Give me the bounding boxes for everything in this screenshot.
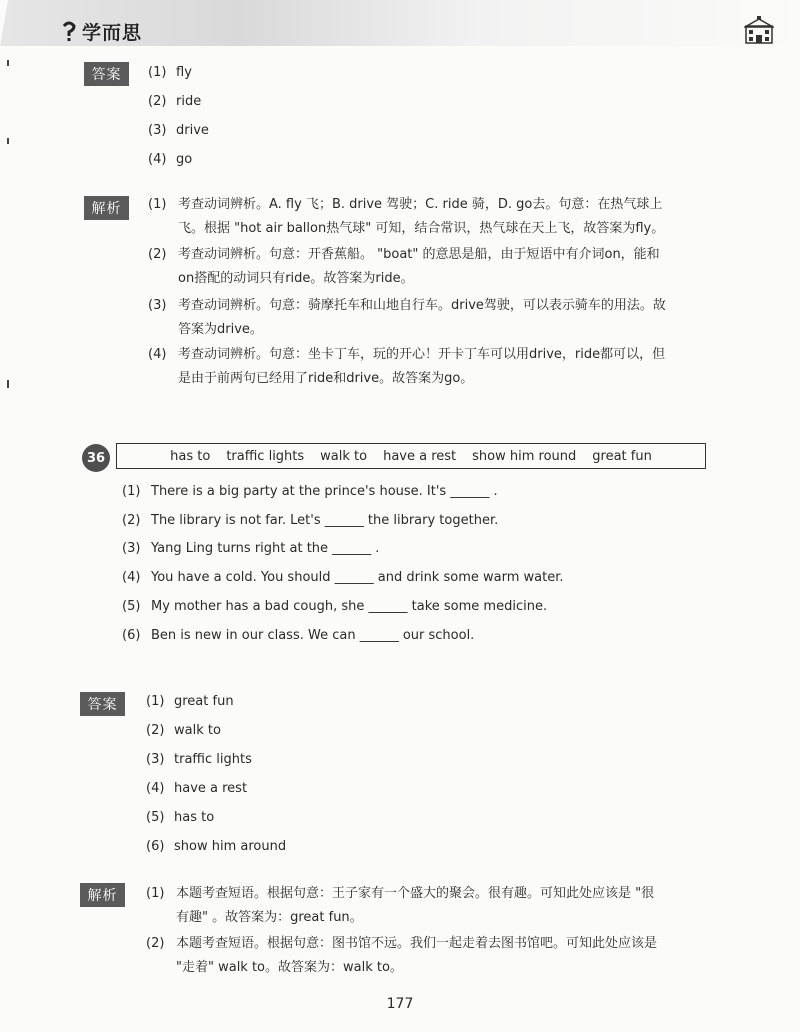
explanation-item	[146, 932, 706, 980]
explanation-item	[148, 294, 708, 342]
explanation-item	[146, 882, 706, 930]
item-text: ride	[176, 94, 202, 109]
scan-mark	[7, 60, 9, 66]
explanation-text: 考查动词辨析。句意：坐卡丁车，玩的开心！开卡丁车可以用drive，ride都可以，但 是由于前两句已经用了ride和drive。故答案为go。	[178, 347, 666, 386]
item-text: traffic lights	[174, 752, 252, 767]
logo-text: 学而思	[82, 22, 143, 44]
explanation-text: 考查动词辨析。A. fly 飞；B. drive 驾驶；C. ride 骑，D. go去。句意：在热气球上 飞。根据 "hot air ballon热气球" 可知，结合常识，热气球在天上飞，故答案为fly。	[178, 197, 665, 236]
analysis-tag: 解析	[80, 883, 125, 907]
word-bank-item: has to	[170, 448, 211, 464]
item-text: drive	[176, 123, 209, 138]
item-number: (3)	[146, 752, 165, 767]
item-text: fly	[176, 65, 192, 80]
question-text: There is a big party at the prince's house. It's ______ .	[151, 484, 498, 499]
item-number: (2)	[122, 513, 141, 528]
answer-tag: 答案	[80, 692, 125, 716]
explanation-text: 本题考查短语。根据句意：图书馆不远。我们一起走着去图书馆吧。可知此处应该是 "走着" walk to。故答案为：walk to。	[176, 936, 658, 975]
publisher-logo	[62, 18, 142, 45]
item-number: (1)	[148, 65, 167, 80]
analysis-tag: 解析	[84, 196, 129, 220]
question-number-badge: 36	[82, 444, 110, 472]
item-number: (6)	[146, 839, 165, 854]
answer-tag: 答案	[84, 62, 129, 86]
word-bank-item: have a rest	[383, 448, 457, 464]
item-number: (4)	[122, 570, 141, 585]
item-number: (6)	[122, 628, 141, 643]
word-bank-item: traffic lights	[226, 448, 305, 464]
item-number: (4)	[148, 152, 167, 167]
logo-mark-icon	[62, 21, 76, 43]
word-bank-item: walk to	[320, 448, 368, 464]
item-number: (2)	[146, 936, 165, 951]
word-bank	[116, 443, 706, 469]
item-number: (1)	[146, 694, 165, 709]
question-text: Yang Ling turns right at the ______ .	[151, 541, 380, 556]
item-number: (2)	[148, 247, 167, 262]
item-number: (2)	[148, 94, 167, 109]
item-text: show him around	[174, 839, 287, 854]
explanation-text: 考查动词辨析。句意：骑摩托车和山地自行车。drive驾驶，可以表示骑车的用法。故 答案为drive。	[178, 298, 666, 337]
item-number: (5)	[122, 599, 141, 614]
explanation-item	[148, 193, 708, 241]
item-number: (5)	[146, 810, 165, 825]
item-number: (3)	[148, 298, 167, 313]
explanation-item	[148, 343, 708, 391]
scan-mark	[7, 380, 9, 388]
explanation-item	[148, 243, 708, 291]
scan-mark	[7, 138, 9, 144]
explanation-text: 考查动词辨析。句意：开香蕉船。 "boat" 的意思是船，由于短语中有介词on，能和 on搭配的动词只有ride。故答案为ride。	[178, 247, 660, 286]
item-text: go	[176, 152, 193, 167]
item-number: (2)	[146, 723, 165, 738]
explanation-text: 本题考查短语。根据句意：王子家有一个盛大的聚会。很有趣。可知此处应该是 "很 有趣" 。故答案为：great fun。	[176, 886, 655, 925]
item-number: (3)	[148, 123, 167, 138]
item-number: (4)	[148, 347, 167, 362]
item-number: (1)	[146, 886, 165, 901]
item-text: great fun	[174, 694, 234, 709]
item-text: has to	[174, 810, 215, 825]
item-text: walk to	[174, 723, 221, 738]
item-number: (1)	[148, 197, 167, 212]
item-number: (1)	[122, 484, 141, 499]
word-bank-item: great fun	[592, 448, 652, 464]
page-number: 177	[386, 996, 414, 1012]
question-text: Ben is new in our class. We can ______ our school.	[151, 628, 475, 643]
question-text: You have a cold. You should ______ and drink some warm water.	[151, 570, 564, 585]
question-text: My mother has a bad cough, she ______ take some medicine.	[151, 599, 548, 614]
school-building-icon	[744, 16, 774, 44]
word-bank-item: show him round	[472, 448, 577, 464]
question-text: The library is not far. Let's ______ the library together.	[151, 513, 499, 528]
item-number: (3)	[122, 541, 141, 556]
item-number: (4)	[146, 781, 165, 796]
item-text: have a rest	[174, 781, 248, 796]
